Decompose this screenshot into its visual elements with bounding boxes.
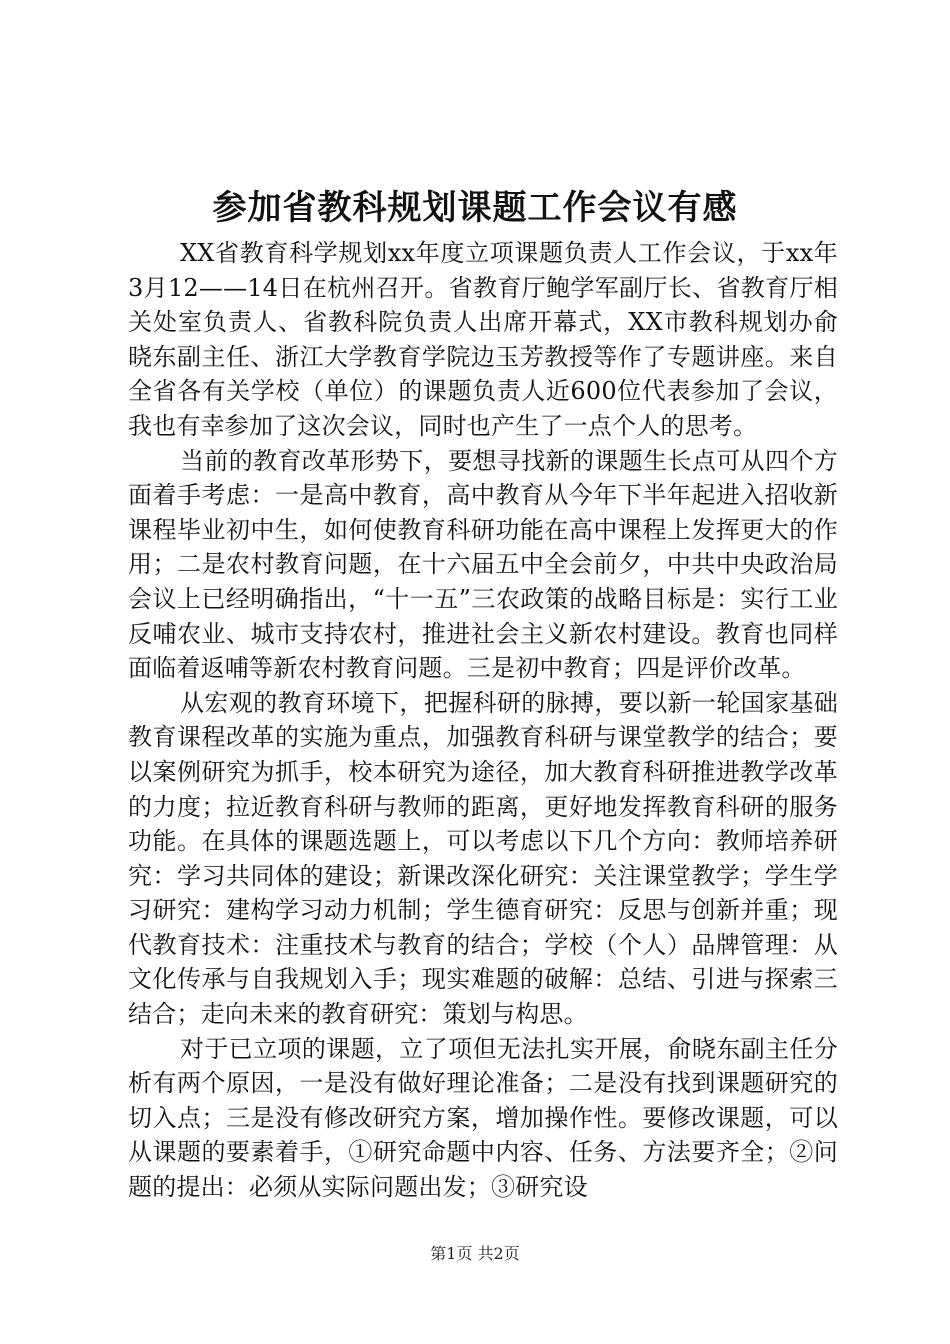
- document-title: 参加省教科规划课题工作会议有感: [212, 188, 738, 228]
- page-number: 第1页: [430, 1244, 473, 1263]
- paragraph-4: 对于已立项的课题，立了项但无法扎实开展，俞晓东副主任分析有两个原因，一是没有做好理论准备；二是没有找到课题研究的切入点；三是没有修改研究方案，增加操作性。要修改课题，可以从课题的要素着手，①研究命题中内容、任务、方法要齐全；②问题的提出：必须从实际问题出发；③研究设: [128, 1034, 838, 1202]
- document-body: [128, 236, 838, 1205]
- paragraph-1: XX省教育科学规划xx年度立项课题负责人工作会议，于xx年3月12——14日在杭州召开。省教育厅鲍学军副厅长、省教育厅相关处室负责人、省教科院负责人出席开幕式，XX市教科规划办俞晓东副主任、浙江大学教育学院边玉芳教授等作了专题讲座。来自全省各有关学校（单位）的课题负责人近600位代表参加了会议，我也有幸参加了这次会议，同时也产生了一点个人的思考。: [128, 239, 838, 440]
- paragraph-2: 当前的教育改革形势下，要想寻找新的课题生长点可从四个方面着手考虑：一是高中教育，高中教育从今年下半年起进入招收新课程毕业初中生，如何使教育科研功能在高中课程上发挥更大的作用；二是农村教育问题，在十六届五中全会前夕，中共中央政治局会议上已经明确指出，“十一五”三农政策的战略目标是：实行工业反哺农业、城市支持农村，推进社会主义新农村建设。教育也同样面临着返哺等新农村教育问题。三是初中教育；四是评价改革。: [128, 446, 838, 683]
- page-footer: [0, 1243, 950, 1265]
- page-total: 共2页: [477, 1244, 520, 1263]
- paragraph-3: 从宏观的教育环境下，把握科研的脉搏，要以新一轮国家基础教育课程改革的实施为重点，加强教育科研与课堂教学的结合；要以案例研究为抓手，校本研究为途径，加大教育科研推进教学改革的力度；拉近教育科研与教师的距离，更好地发挥教育科研的服务功能。在具体的课题选题上，可以考虑以下几个方向：教师培养研究：学习共同体的建设；新课改深化研究：关注课堂教学；学生学习研究：建构学习动力机制；学生德育研究：反思与创新并重；现代教育技术：注重技术与教育的结合；学校（个人）品牌管理：从文化传承与自我规划入手；现实难题的破解：总结、引进与探索三结合；走向未来的教育研究：策划与构思。: [128, 688, 838, 1029]
